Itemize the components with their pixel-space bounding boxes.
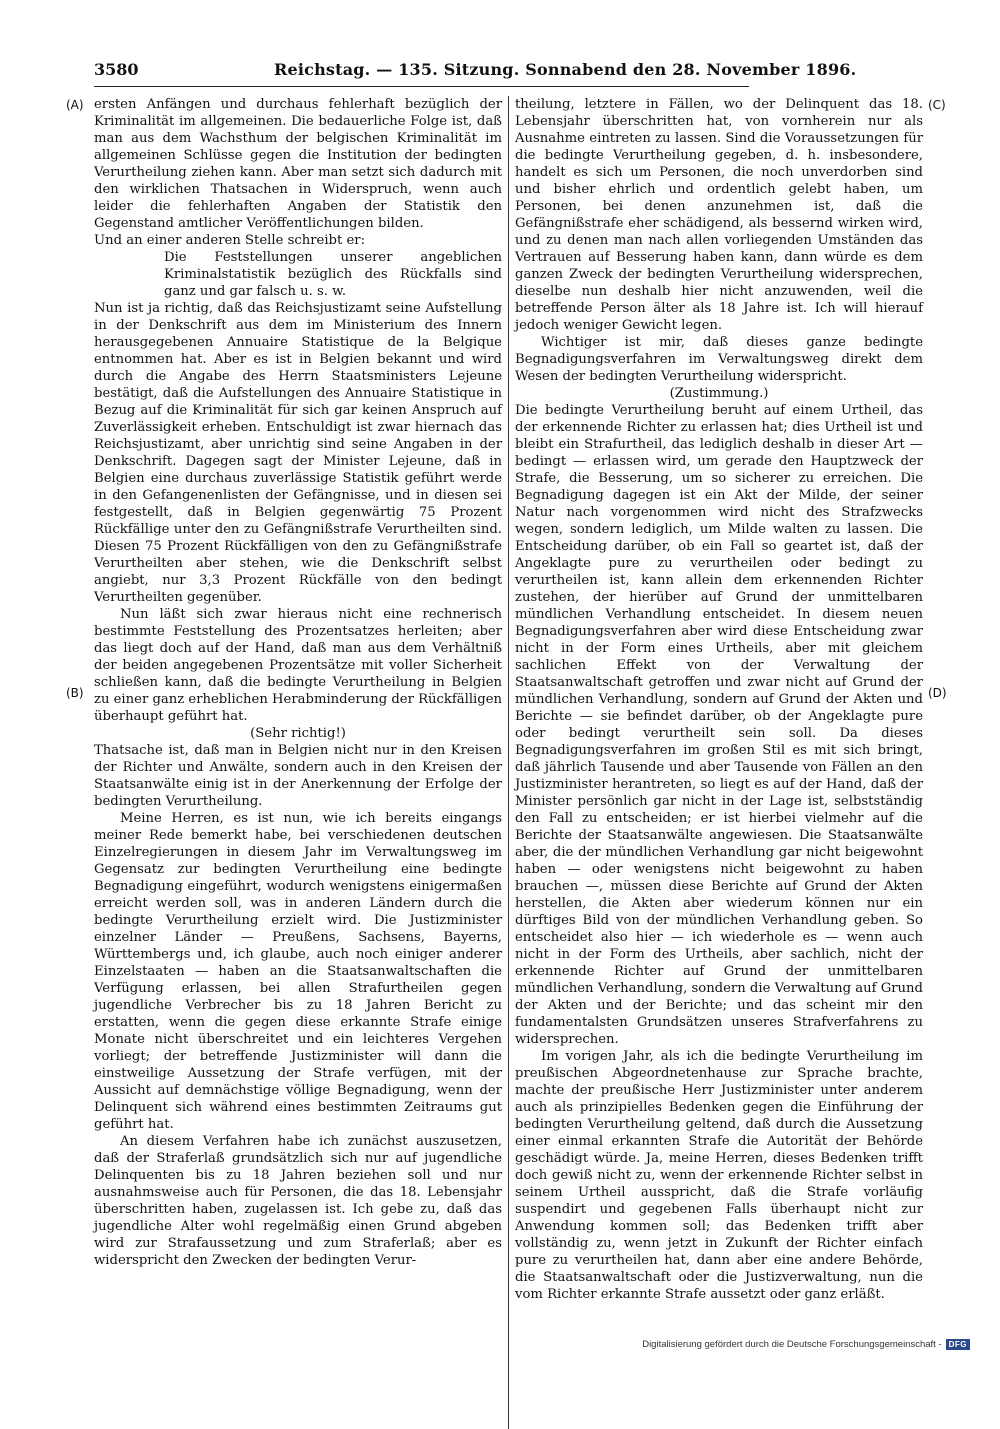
paragraph: ersten Anfängen und durchaus fehlerhaft bezüglich der Kriminalität im allgemeinen. Die bedauerliche Folge ist, daß man aus dem Wachsthum der belgischen Kriminalität im allgemeinen Schlüsse gegen die Institution der bedingten Verurtheilung ziehen kann. Aber man setzt sich dadurch mit den wirklichen Thatsachen in Widerspruch, wenn auch leider die fehlerhaften Angaben der Statistik den Gegenstand amtlicher Veröffentlichungen bilden. xyxy=(94,97,502,231)
margin-marker-d: (D) xyxy=(928,686,947,700)
right-column xyxy=(515,96,923,1302)
header-rule xyxy=(94,86,749,87)
running-title: Reichstag. — 135. Sitzung. Sonnabend den 28. November 1896. xyxy=(274,60,857,79)
column-rule xyxy=(508,96,509,1429)
paragraph: Nun ist ja richtig, daß das Reichsjustizamt seine Aufstellung in der Denkschrift aus dem im Ministerium des Innern herausgegebenen Annuaire Statistique de la Belgique entnommen hat. Aber es ist in Belgien bekannt und wird durch die Angabe des Herrn Staatsministers Lejeune bestätigt, daß die Aufstellungen des Annuaire Statistique in Bezug auf die Kriminalität für sich gar keinen Anspruch auf Zuverlässigkeit erheben. Entschuldigt ist zwar hiernach das Reichsjustizamt, aber unrichtig sind seine Angaben in der Denkschrift. Dagegen sagt der Minister Lejeune, daß in Belgien eine durchaus zuverlässige Statistik geführt werde in den Gefangenenlisten der Gefängnisse, und in diesen sei festgestellt, daß in Belgien gegenwärtig 75 Prozent Rückfällige unter den zu Gefängnißstrafe Verurtheilten sind. Diesen 75 Prozent Rückfälligen von den zu Gefängnißstrafe Verurtheilten aber stehen, wie die Denkschrift selbst angiebt, nur 3,3 Prozent Rückfälle von den bedingt Verurtheilten gegenüber. xyxy=(94,301,502,605)
quotation: Die Feststellungen unserer angeblichen Kriminalstatistik bezüglich des Rückfalls sind ganz und gar falsch u. s. w. xyxy=(164,250,502,299)
page-header xyxy=(94,60,857,84)
page-number: 3580 xyxy=(94,60,139,79)
paragraph: Und an einer anderen Stelle schreibt er: xyxy=(94,233,366,248)
paragraph: Im vorigen Jahr, als ich die bedingte Verurtheilung im preußischen Abgeordnetenhause zur Sprache brachte, machte der preußische Herr Justizminister unter anderem auch als prinzipielles Bedenken gegen die Einführung der bedingten Verurtheilung geltend, daß durch die Aussetzung einer einmal erkannten Strafe die Autorität der Behörde geschädigt würde. Ja, meine Herren, dieses Bedenken trifft doch gewiß nicht zu, wenn der erkennende Richter selbst in seinem Urtheil ausspricht, daß die Strafe vorläufig suspendirt und gegebenen Falls überhaupt nicht zur Anwendung kommen soll; das Bedenken trifft aber vollständig zu, wenn jetzt in Zukunft der Richter einfach pure zu verurtheilen hat, dann aber eine andere Behörde, die Staatsanwaltschaft oder die Justizverwaltung, nun die vom Richter erkannte Strafe aussetzt oder ganz erläßt. xyxy=(515,1049,923,1302)
margin-marker-c: (C) xyxy=(928,98,946,112)
paragraph: Nun läßt sich zwar hieraus nicht eine rechnerisch bestimmte Feststellung des Prozentsatzes herleiten; aber das liegt doch auf der Hand, daß man aus dem Verhältniß der beiden angegebenen Prozentsätze mit voller Sicherheit schließen kann, daß die bedingte Verurtheilung in Belgien zu einer ganz erheblichen Herabminderung der Rückfälligen überhaupt geführt hat. xyxy=(94,607,503,724)
margin-marker-b: (B) xyxy=(66,686,84,700)
paragraph: theilung, letztere in Fällen, wo der Delinquent das 18. Lebensjahr überschritten hat, von vornherein nur als Ausnahme eintreten zu lassen. Sind die Voraussetzungen für die bedingte Verurtheilung gegeben, d. h. insbesondere, handelt es sich um Personen, die noch unverdorben sind und bisher ehrlich und ordentlich gelebt haben, um Personen, bei denen anzunehmen ist, daß die Gefängnißstrafe eher schädigend, als bessernd wirken wird, und zu denen man nach allen vorliegenden Umständen das Vertrauen auf Besserung haben kann, dann würde es dem ganzen Zweck der bedingten Verurtheilung widersprechen, dieselbe nun deshalb hier nicht anzuwenden, weil die betreffende Person älter als 18 Jahre ist. Ich will hierauf jedoch weniger Gewicht legen. xyxy=(515,97,923,333)
paragraph: Die bedingte Verurtheilung beruht auf einem Urtheil, das der erkennende Richter zu erlassen hat; dies Urtheil ist und bleibt ein Strafurtheil, das lediglich deshalb in dieser Art — bedingt — erlassen wird, um gerade den Hauptzweck der Strafe, die Besserung, um so sicherer zu erreichen. Die Begnadigung dagegen ist ein Akt der Milde, der seiner Natur nach vorgenommen wird nicht des Strafzwecks wegen, sondern lediglich, um Milde walten zu lassen. Die Entscheidung darüber, ob ein Fall so geartet ist, daß der Angeklagte pure zu verurtheilen oder bedingt zu verurtheilen ist, kann allein dem erkennenden Richter zustehen, der hierüber auf Grund der unmittelbaren mündlichen Verhandlung entscheidet. In diesem neuen Begnadigungsverfahren aber wird diese Entscheidung zwar nicht in der Form eines Urtheils, aber mit gleichem sachlichen Effekt von der Verwaltung der Staatsanwaltschaft getroffen und zwar nicht auf Grund der mündlichen Verhandlung, sondern auf Grund der Akten und Berichte — sie befindet darüber, ob der Angeklagte pure oder bedingt verurtheilt sein soll. Da dieses Begnadigungsverfahren im großen Stil es mit sich bringt, daß jährlich Tausende und aber Tausende von Fällen an den Justizminister herantreten, so liegt es auf der Hand, daß der Minister persönlich gar nicht in der Lage ist, selbstständig den Fall zu entscheiden; er ist hierbei vielmehr auf die Berichte der Staatsanwälte angewiesen. Die Staatsanwälte aber, die der mündlichen Verhandlung gar nicht beigewohnt haben — oder wenigstens nicht beigewohnt zu haben brauchen —, müssen diese Berichte auf Grund der Akten herstellen, die Akten aber wiederum können nur ein dürftiges Bild von der mündlichen Verhandlung geben. So entscheidet also hier — ich wiederhole es — wenn auch nicht in der Form des Urtheils, aber sachlich, nicht der erkennende Richter auf Grund der unmittelbaren mündlichen Verhandlung, sondern die Verwaltung auf Grund der Akten und der Berichte; und das scheint mir den fundamentalsten Grundsätzen unseres Strafverfahrens zu widersprechen. xyxy=(515,403,923,1047)
paragraph: Meine Herren, es ist nun, wie ich bereits eingangs meiner Rede bemerkt habe, bei verschiedenen deutschen Einzelregierungen in diesem Jahr im Verwaltungsweg im Gegensatz zur bedingten Verurtheilung eine bedingte Begnadigung eingeführt, wodurch wenigstens einigermaßen erreicht werden soll, was in anderen Ländern durch die bedingte Verurtheilung erzielt wird. Die Justizminister einzelner Länder — Preußens, Sachsens, Bayerns, Württembergs und, ich glaube, auch noch einiger anderer Einzelstaaten — haben an die Staatsanwaltschaften die Verfügung erlassen, bei allen Strafurtheilen gegen jugendliche Verbrecher bis zu 18 Jahren Bericht zu erstatten, wenn die gegen diese erkannte Strafe einige Monate nicht überschreitet und ein leichteres Vergehen vorliegt; der betreffende Justizminister will dann die einstweilige Aussetzung der Strafe verfügen, mit der Aussicht auf demnächstige völlige Begnadigung, wenn der Delinquent sich während eines bestimmten Zeitraums gut geführt hat. xyxy=(94,811,502,1132)
left-column xyxy=(94,96,503,1268)
paragraph: An diesem Verfahren habe ich zunächst auszusetzen, daß der Straferlaß grundsätzlich sich nur auf jugendliche Delinquenten bis zu 18 Jahren beziehen soll und nur ausnahmsweise auch für Personen, die das 18. Lebensjahr überschritten haben, zugelassen ist. Ich gebe zu, daß das jugendliche Alter wohl regelmäßig einen Grund abgeben wird zur Strafaussetzung und zum Straferlaß; aber es widerspricht den Zwecken der bedingten Verur- xyxy=(94,1134,502,1268)
digitization-footer xyxy=(642,1337,970,1351)
margin-marker-a: (A) xyxy=(66,98,84,112)
paragraph: Wichtiger ist mir, daß dieses ganze bedingte Begnadigungsverfahren im Verwaltungsweg direkt dem Wesen der bedingten Verurtheilung widerspricht. xyxy=(515,335,923,384)
interjection: (Sehr richtig!) xyxy=(250,726,346,741)
paragraph: Thatsache ist, daß man in Belgien nicht nur in den Kreisen der Richter und Anwälte, sondern auch in den Kreisen der Staatsanwälte einig ist in der Anerkennung der Erfolge der bedingten Verurtheilung. xyxy=(94,743,502,809)
dfg-logo-icon: DFG xyxy=(946,1339,970,1350)
interjection: (Zustimmung.) xyxy=(669,386,769,401)
footer-text: Digitalisierung gefördert durch die Deutsche Forschungsgemeinschaft - xyxy=(642,1338,942,1350)
